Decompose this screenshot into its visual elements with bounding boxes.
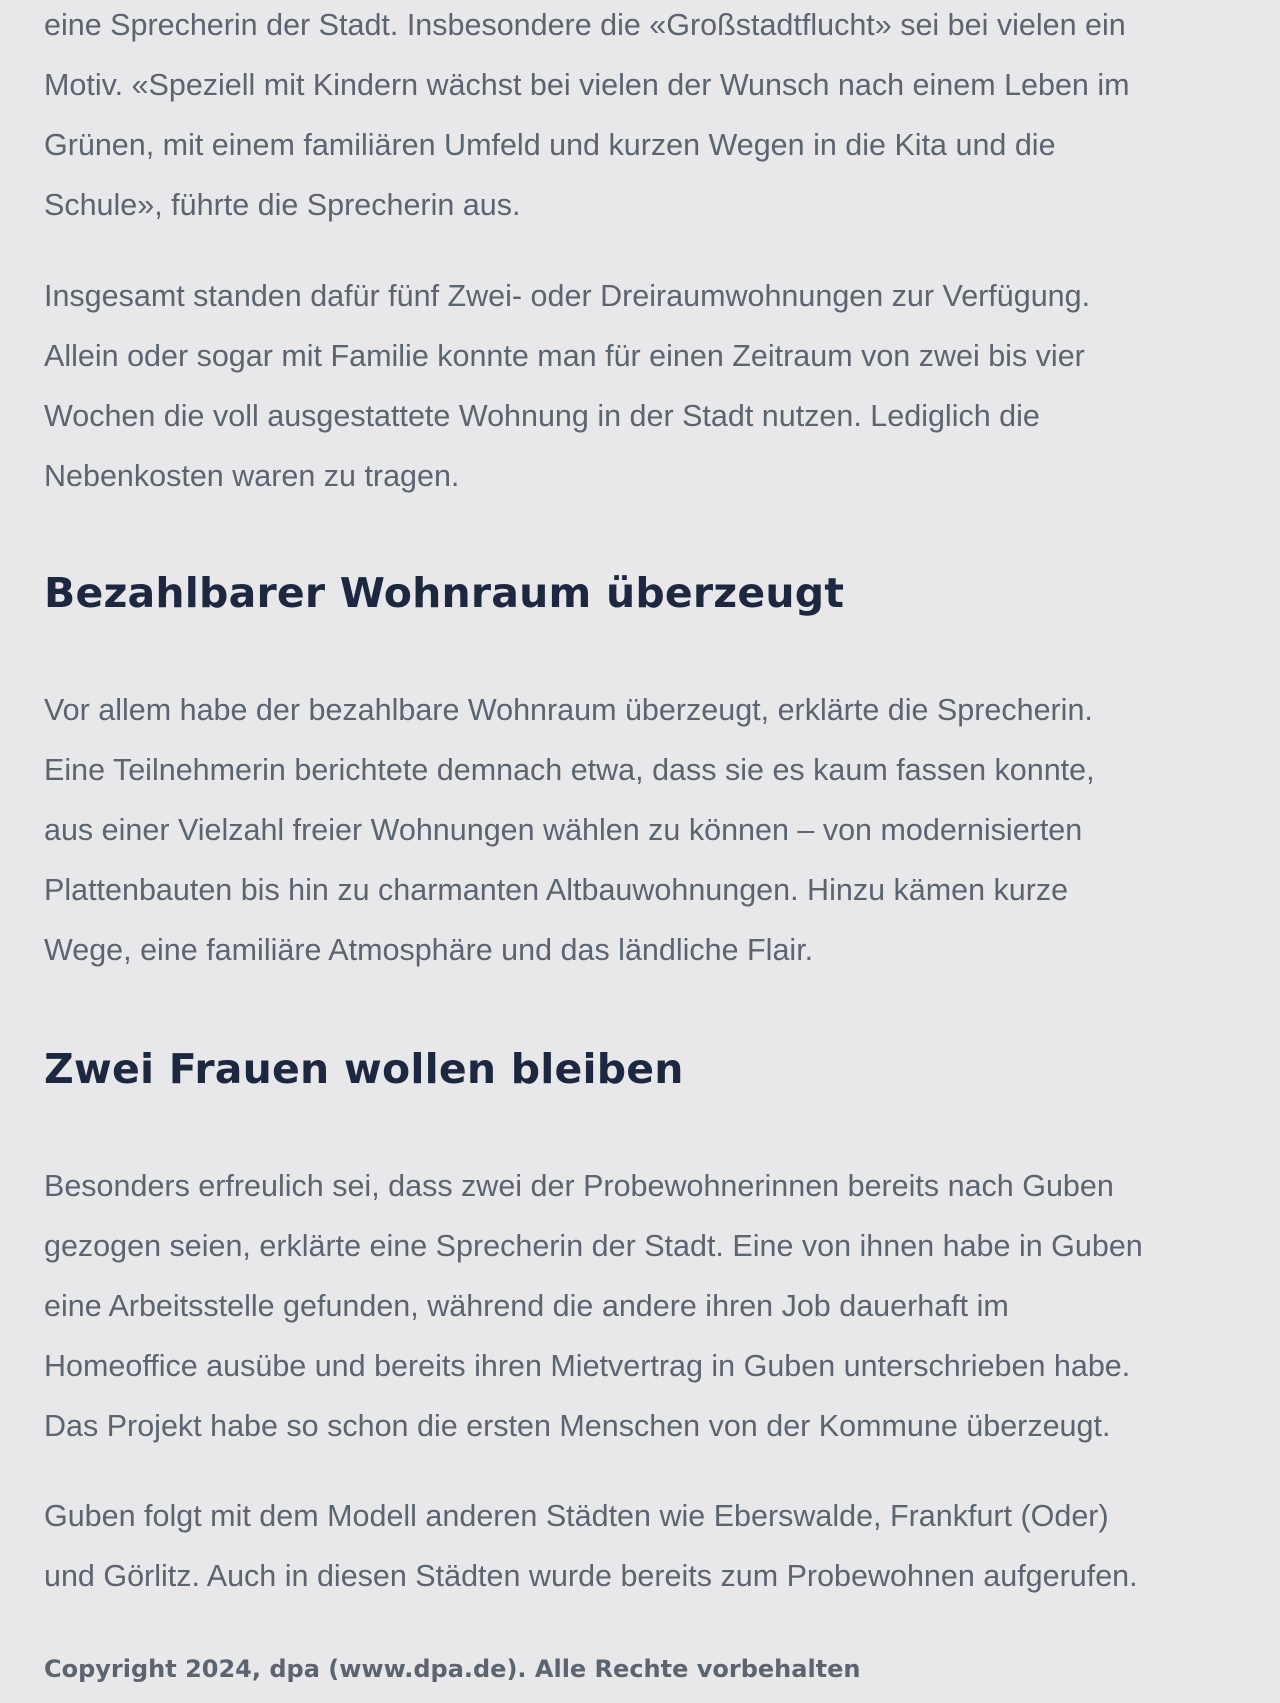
text-line: Schule», führte die Sprecherin aus. (44, 188, 521, 222)
text-line: Insgesamt standen dafür fünf Zwei- oder Dreiraumwohnungen zur Verfügung. (44, 279, 1091, 313)
text-line: Vor allem habe der bezahlbare Wohnraum überzeugt, erklärte die Sprecherin. (44, 693, 1093, 727)
copyright-notice: Copyright 2024, dpa (www.dpa.de). Alle Rechte vorbehalten (44, 1655, 861, 1683)
paragraph (44, 0, 1130, 235)
text-line: Wochen die voll ausgestattete Wohnung in der Stadt nutzen. Lediglich die (44, 399, 1040, 433)
text-line: Allein oder sogar mit Familie konnte man für einen Zeitraum von zwei bis vier (44, 339, 1085, 373)
text-line: aus einer Vielzahl freier Wohnungen wählen zu können – von modernisierten (44, 813, 1083, 847)
paragraph (44, 266, 1090, 506)
paragraph (44, 680, 1095, 980)
text-line: Wege, eine familiäre Atmosphäre und das ländliche Flair. (44, 933, 814, 967)
text-line: Das Projekt habe so schon die ersten Menschen von der Kommune überzeugt. (44, 1409, 1111, 1443)
paragraph (44, 1156, 1143, 1456)
paragraph (44, 1486, 1138, 1606)
text-line: Homeoffice ausübe und bereits ihren Mietvertrag in Guben unterschrieben habe. (44, 1349, 1131, 1383)
text-line: Besonders erfreulich sei, dass zwei der Probewohnerinnen bereits nach Guben (44, 1169, 1114, 1203)
text-line: Plattenbauten bis hin zu charmanten Altbauwohnungen. Hinzu kämen kurze (44, 873, 1069, 907)
text-line: eine Sprecherin der Stadt. Insbesondere die «Großstadtflucht» sei bei vielen ein (44, 8, 1126, 42)
text-line: Eine Teilnehmerin berichtete demnach etwa, dass sie es kaum fassen konnte, (44, 753, 1095, 787)
text-line: eine Arbeitsstelle gefunden, während die andere ihren Job dauerhaft im (44, 1289, 1009, 1323)
text-line: Grünen, mit einem familiären Umfeld und kurzen Wegen in die Kita und die (44, 128, 1056, 162)
text-line: Nebenkosten waren zu tragen. (44, 459, 460, 493)
section-heading: Zwei Frauen wollen bleiben (44, 1045, 684, 1093)
section-heading: Bezahlbarer Wohnraum überzeugt (44, 569, 845, 617)
text-line: Motiv. «Speziell mit Kindern wächst bei vielen der Wunsch nach einem Leben im (44, 68, 1130, 102)
text-line: Guben folgt mit dem Modell anderen Städten wie Eberswalde, Frankfurt (Oder) (44, 1499, 1109, 1533)
text-line: und Görlitz. Auch in diesen Städten wurde bereits zum Probewohnen aufgerufen. (44, 1559, 1138, 1593)
text-line: gezogen seien, erklärte eine Sprecherin der Stadt. Eine von ihnen habe in Guben (44, 1229, 1143, 1263)
